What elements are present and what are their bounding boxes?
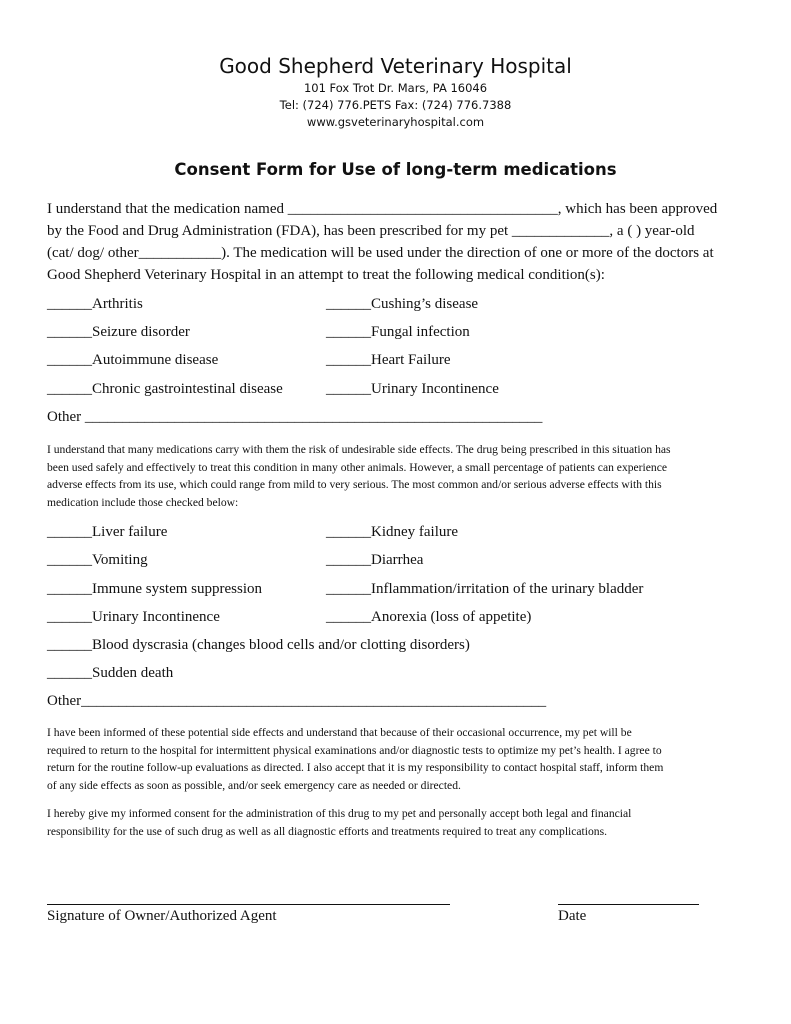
risk-line-1: I understand that many medications carry with them the risk of undesirable side effects. The drug being prescribed in this situation has [47,443,671,456]
date-signature-line[interactable] [558,904,699,905]
condition-autoimmune: ______Autoimmune disease [47,352,219,368]
owner-signature-label: Signature of Owner/Authorized Agent [47,908,277,924]
informed-paragraph [47,724,747,794]
intro-line-4: Good Shepherd Veterinary Hospital in an attempt to treat the following medical condition(s): [47,267,605,283]
effect-diarrhea: ______Diarrhea [326,552,424,568]
effect-anorexia: ______Anorexia (loss of appetite) [326,609,532,625]
informed-line-3: return for the routine follow-up evaluations as directed. I also accept that it is my responsibility to contact hospital staff, inform them [47,761,664,774]
intro-line-2: by the Food and Drug Administration (FDA), has been prescribed for my pet _____________, a ( ) year-old [47,223,695,239]
date-label: Date [558,908,587,924]
effect-sudden-death: ______Sudden death [47,665,174,681]
intro-line-1: I understand that the medication named ____________________________________, which has been approved [47,201,718,217]
condition-seizure: ______Seizure disorder [47,324,190,340]
effect-vomiting: ______Vomiting [47,552,148,568]
effect-other: Other______________________________________________________________ [47,693,547,709]
hospital-website: www.gsveterinaryhospital.com [306,115,485,129]
intro-paragraph [47,198,747,286]
form-title: Consent Form for Use of long-term medications [174,160,617,179]
hospital-phone-fax: Tel: (724) 776.PETS Fax: (724) 776.7388 [279,98,512,112]
condition-arthritis: ______Arthritis [47,296,143,312]
consent-paragraph [47,805,747,840]
condition-heart-failure: ______Heart Failure [326,352,451,368]
effect-kidney-failure: ______Kidney failure [326,524,459,540]
risk-line-4: medication include those checked below: [47,495,239,509]
hospital-address: 101 Fox Trot Dr. Mars, PA 16046 [303,81,488,95]
informed-line-1: I have been informed of these potential side effects and understand that because of their occasional occurrence, my pet will be [47,726,632,739]
effect-immune-suppression: ______Immune system suppression [47,581,262,597]
consent-line-1: I hereby give my informed consent for the administration of this drug to my pet and personally accept both legal and financial [47,807,632,820]
condition-urinary-incontinence: ______Urinary Incontinence [326,381,499,397]
owner-signature-line[interactable] [47,904,450,905]
informed-line-4: of any side effects as soon as possible, and/or seek emergency care as needed or directed. [47,778,461,792]
condition-fungal: ______Fungal infection [326,324,470,340]
condition-other: Other _____________________________________________________________ [47,409,543,425]
condition-cushings: ______Cushing’s disease [326,296,479,312]
effect-bladder-inflammation: ______Inflammation/irritation of the urinary bladder [326,581,644,597]
consent-line-2: responsibility for the use of such drug as well as all diagnostic efforts and treatments required to treat any complications. [47,824,607,838]
effect-liver-failure: ______Liver failure [47,524,168,540]
effect-urinary-incontinence: ______Urinary Incontinence [47,609,220,625]
risk-line-3: adverse effects from its use, which could range from mild to very serious. The most common and/or serious adverse effects with this [47,478,662,491]
risk-paragraph [47,441,747,511]
informed-line-2: required to return to the hospital for intermittent physical examinations and/or diagnostic tests to optimize my pet’s health. I agree to [47,743,662,757]
intro-line-3: (cat/ dog/ other___________). The medication will be used under the direction of one or more of the doctors at [47,245,714,261]
effect-blood-dyscrasia: ______Blood dyscrasia (changes blood cells and/or clotting disorders) [47,637,470,653]
risk-line-2: been used safely and effectively to treat this condition in many other animals. However, a small percentage of patients can experience [47,460,667,474]
hospital-name: Good Shepherd Veterinary Hospital [219,54,572,78]
condition-chronic-gi: ______Chronic gastrointestinal disease [47,381,283,397]
